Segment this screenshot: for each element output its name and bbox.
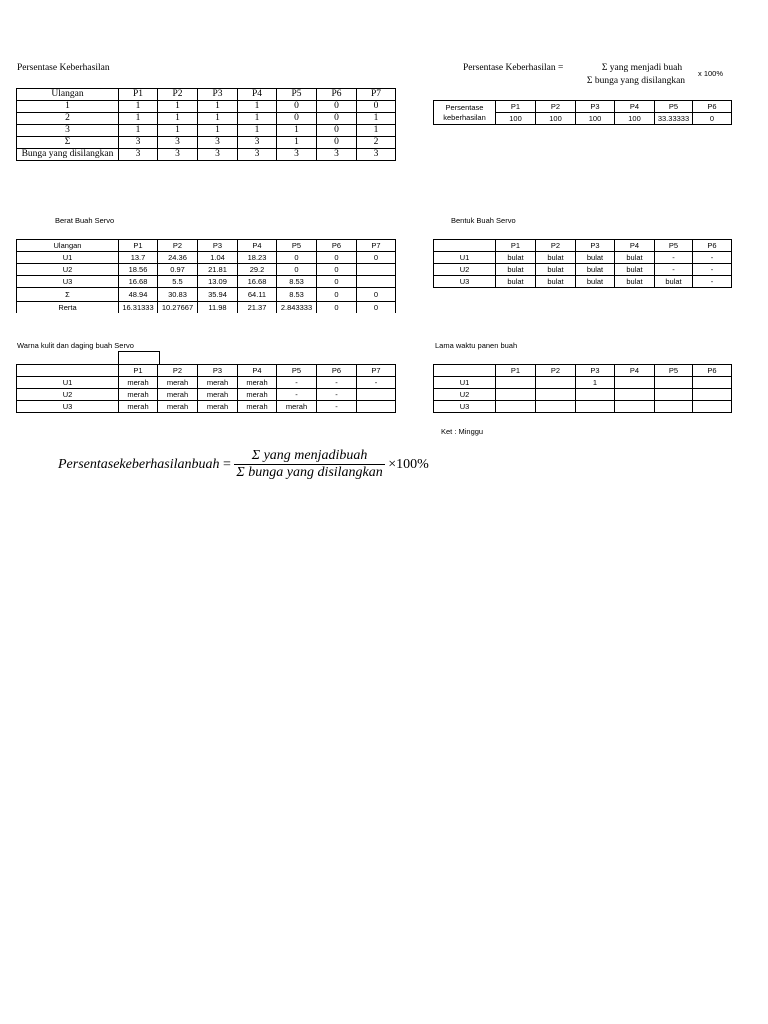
warna-title: Warna kulit dan daging buah Servo [17, 341, 134, 350]
formula-small-lhs: Persentase Keberhasilan = [463, 63, 564, 73]
table-row: U1 merah merah merah merah - - - [17, 377, 396, 389]
formula-big-fraction [234, 448, 384, 481]
table-header-row: Ulangan P1 P2 P3 P4 P5 P6 P7 [17, 89, 396, 101]
table-row: U1 1 [434, 377, 732, 389]
lama-table [433, 364, 732, 413]
persen-label-cell: Persentase keberhasilan [434, 101, 496, 125]
table-header-row: P1 P2 P3 P4 P5 P6 [434, 365, 732, 377]
table-row: 3 1 1 1 1 1 0 1 [17, 125, 396, 137]
table-header-row: Persentase keberhasilan P1 P2 P3 P4 P5 P6 [434, 101, 732, 113]
formula-small-denominator: Σ bunga yang disilangkan [586, 76, 686, 86]
mean-row: Rerta 16.31333 10.27667 11.98 21.37 2.843333 0 0 [17, 302, 396, 314]
formula-small-numerator: Σ yang menjadi buah [601, 63, 683, 73]
formula-small-multiplier: x 100% [698, 69, 724, 78]
persentase-table [16, 88, 396, 161]
berat-title: Berat Buah Servo [55, 216, 115, 225]
formula-big-numerator: Σ yang menjadibuah [251, 448, 368, 463]
table-row: Bunga yang disilangkan 3 3 3 3 3 3 3 [17, 149, 396, 161]
bentuk-table [433, 239, 732, 288]
berat-table [16, 239, 396, 313]
table-row: U3 [434, 401, 732, 413]
table-row: 1 1 1 1 1 0 0 0 [17, 101, 396, 113]
table-row: U1 bulat bulat bulat bulat - - [434, 252, 732, 264]
table-row: U2 merah merah merah merah - - [17, 389, 396, 401]
lama-title: Lama waktu panen buah [435, 341, 518, 350]
formula-big-denominator: Σ bunga yang disilangkan [236, 465, 383, 480]
table-header-row: P1 P2 P3 P4 P5 P6 [434, 240, 732, 252]
table-header-row: P1 P2 P3 P4 P5 P6 P7 [17, 365, 396, 377]
table-row: U3 bulat bulat bulat bulat bulat - [434, 276, 732, 288]
bentuk-title: Bentuk Buah Servo [451, 216, 516, 225]
table-row: 2 1 1 1 1 0 0 1 [17, 113, 396, 125]
formula-big-equals: = [223, 456, 231, 472]
warna-table [16, 364, 396, 413]
table-row: U3 16.68 5.5 13.09 16.68 8.53 0 [17, 276, 396, 288]
lama-note: Ket : Minggu [441, 427, 484, 436]
warna-selected-cell-outline [118, 351, 160, 364]
table-row: Σ 3 3 3 3 1 0 2 [17, 137, 396, 149]
formula-big-lhs: Persentasekeberhasilanbuah [58, 456, 220, 472]
table-header-row: Ulangan P1 P2 P3 P4 P5 P6 P7 [17, 240, 396, 252]
table-row: U2 bulat bulat bulat bulat - - [434, 264, 732, 276]
sum-row: Σ 48.94 30.83 35.94 64.11 8.53 0 0 [17, 288, 396, 302]
persen-keberhasilan-table [433, 100, 732, 125]
formula-big [58, 448, 429, 488]
table-row: U2 18.56 0.97 21.81 29.2 0 0 [17, 264, 396, 276]
formula-big-multiplier: ×100% [388, 456, 429, 472]
table-row: U1 13.7 24.36 1.04 18.23 0 0 0 [17, 252, 396, 264]
table-row: U2 [434, 389, 732, 401]
table-row: 100 100 100 100 33.33333 0 [434, 113, 732, 125]
persentase-title: Persentase Keberhasilan [17, 63, 110, 73]
table-row: U3 merah merah merah merah merah - [17, 401, 396, 413]
